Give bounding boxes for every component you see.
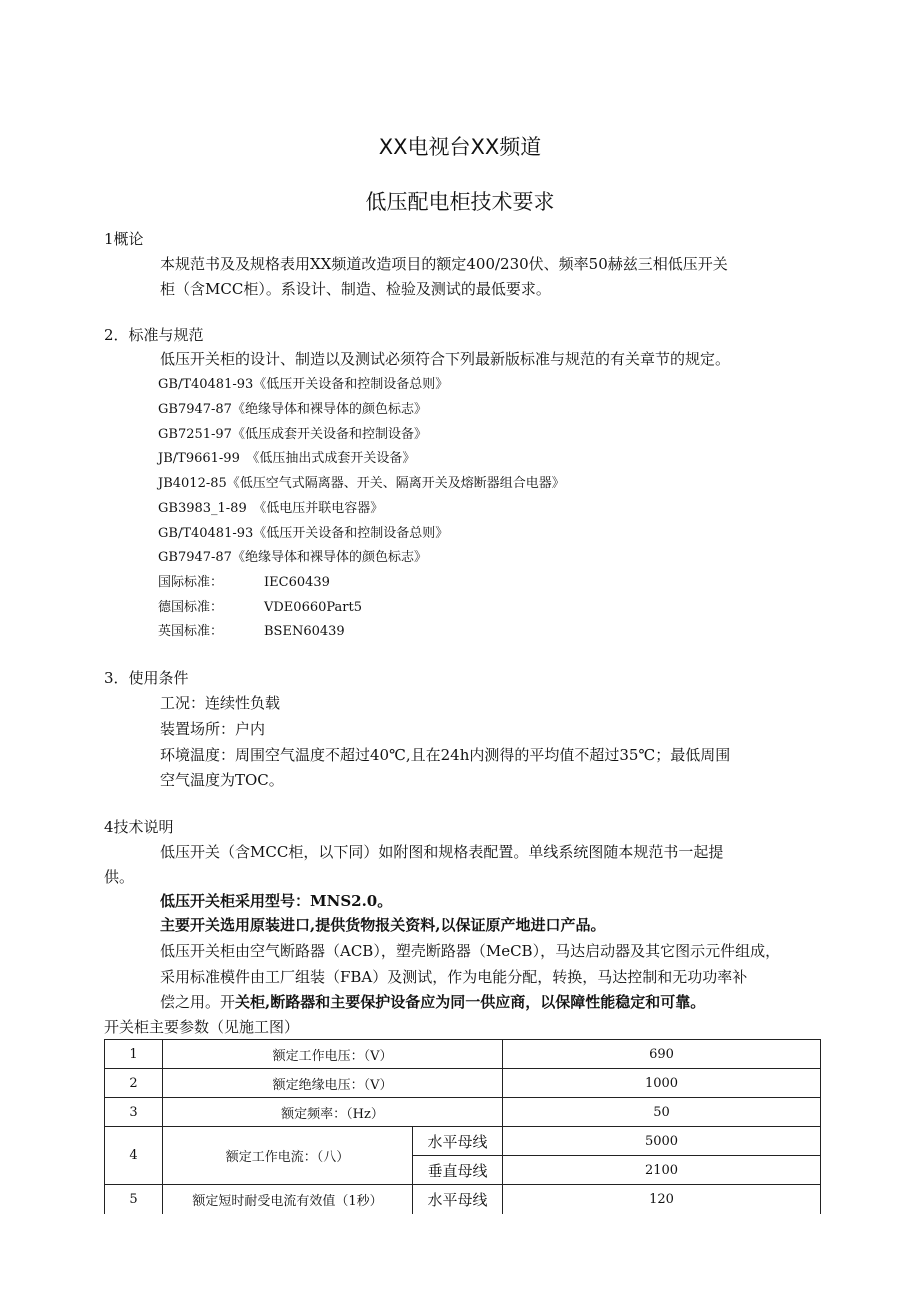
parameters-table [104,1039,821,1214]
parameter-value: 5000 [503,1127,821,1156]
sub-parameter: 水平母线 [413,1127,503,1156]
sub-parameter: 水平母线 [413,1185,503,1215]
intl-standard-value: VDE0660Part5 [264,600,363,615]
composition-line-3-bold: 关柜,断路器和主要保护设备应为同一供应商，以保障性能稳定和可靠。 [235,993,706,1011]
row-number: 3 [105,1098,163,1127]
intl-standard-label: 英国标准： [158,624,224,639]
standard-item: GB7251-97《低压成套开关设备和控制设备》 [158,427,427,442]
condition-text: 工况：连续性负载 [160,694,281,712]
section-4-heading: 4技术说明 [104,818,174,836]
table-row [105,1127,821,1156]
section-1-heading: 1概论 [104,230,144,248]
table-row [105,1069,821,1098]
composition-line-3-normal: 偿之用。开 [160,993,236,1011]
title-line-1: XX电视台XX频道 [378,135,542,159]
intl-standard-value: IEC60439 [264,575,330,590]
standard-item: GB/T40481-93《低压开关设备和控制设备总则》 [158,377,449,392]
table-row [105,1185,821,1215]
title-line-2: 低压配电柜技术要求 [365,190,555,214]
standard-item: GB7947-87《绝缘导体和裸导体的颜色标志》 [158,402,427,417]
model-text: 低压开关柜采用型号：MNS2.0。 [160,892,393,910]
row-number: 5 [105,1185,163,1215]
intl-standard-row [158,621,345,643]
standard-item: GB3983_1-89 《低电压并联电容器》 [158,501,384,516]
intl-standard-value: BSEN60439 [264,624,345,639]
composition-line-3 [160,991,705,1013]
temperature-line-2: 空气温度为TOC。 [160,771,284,789]
parameter-value: 690 [503,1040,821,1069]
temperature-line-1: 环境温度：周围空气温度不超过40℃,且在24h内测得的平均值不超过35℃；最低周围 [160,746,731,764]
table-row [105,1040,821,1069]
sub-parameter: 垂直母线 [413,1156,503,1185]
parameter-name: 额定绝缘电压：（V） [163,1069,503,1098]
standard-item: JB4012-85《低压空气式隔离器、开关、隔离开关及熔断器组合电器》 [158,476,565,491]
table-caption: 开关柜主要参数（见施工图） [104,1018,300,1036]
parameter-name: 额定工作电流：（八） [163,1127,413,1185]
section-1-para-line-2: 柜（含MCC柜）。系设计、制造、检验及测试的最低要求。 [160,280,551,298]
standard-item: GB7947-87《绝缘导体和裸导体的颜色标志》 [158,550,427,565]
parameter-name: 额定频率：（Hz） [163,1098,503,1127]
parameter-name: 额定工作电压：（V） [163,1040,503,1069]
section-4-para-line-1: 低压开关（含MCC柜，以下同）如附图和规格表配置。单线系统图随本规范书一起提 [160,843,724,861]
row-number: 1 [105,1040,163,1069]
parameter-value: 2100 [503,1156,821,1185]
section-2-intro: 低压开关柜的设计、制造以及测试必须符合下列最新版标准与规范的有关章节的规定。 [160,350,731,368]
composition-line-1: 低压开关柜由空气断路器（ACB），塑壳断路器（MeCB），马达启动器及其它图示元件组成， [160,942,781,960]
intl-standard-row [158,597,362,619]
section-3-heading: 3．使用条件 [104,669,189,687]
standard-item: GB/T40481-93《低压开关设备和控制设备总则》 [158,526,449,541]
intl-standard-row [158,572,330,594]
intl-standard-label: 国际标准： [158,575,224,590]
row-number: 2 [105,1069,163,1098]
row-number: 4 [105,1127,163,1185]
composition-line-2: 采用标准模件由工厂组装（FBA）及测试，作为电能分配，转换，马达控制和无功功率补 [160,968,748,986]
parameter-name: 额定短时耐受电流有效值（1秒） [163,1185,413,1215]
parameter-value: 120 [503,1185,821,1215]
import-text: 主要开关选用原装进口,提供货物报关资料,以保证原产地进口产品。 [160,916,606,934]
intl-standard-label: 德国标准： [158,600,224,615]
location-text: 装置场所：户内 [160,720,266,738]
parameter-value: 50 [503,1098,821,1127]
section-4-para-line-2: 供。 [104,868,135,886]
standard-item: JB/T9661-99 《低压抽出式成套开关设备》 [158,451,416,466]
table-row [105,1098,821,1127]
section-1-para-line-1: 本规范书及及规格表用XX频道改造项目的额定400/230伏、频率50赫兹三相低压开关 [160,255,728,273]
section-2-heading: 2．标准与规范 [104,326,204,344]
parameter-value: 1000 [503,1069,821,1098]
